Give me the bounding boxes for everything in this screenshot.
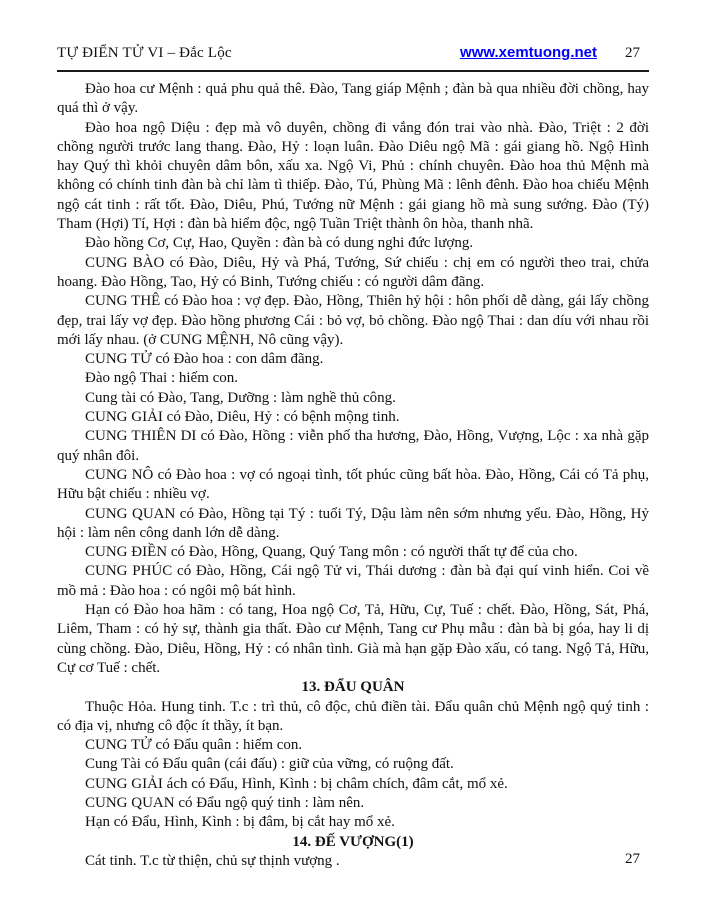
paragraph: Đào ngộ Thai : hiếm con. <box>85 370 239 387</box>
section-heading: 14. ĐẾ VƯỢNG(1) <box>292 833 414 850</box>
paragraph: CUNG QUAN có Đào, Hồng tại Tý : tuổi Tý, Dậu làm nên sớm nhưng yểu. Đào, Hồng, Hỷ hội : làm nên công danh lớn dễ dàng. <box>57 505 649 541</box>
paragraph: CUNG THIÊN DI có Đào, Hồng : viễn phố tha hương, Đào, Hồng, Vượng, Lộc : xa nhà gặp quý nhân đôi. <box>57 428 649 464</box>
paragraph: CUNG GIẢI có Đào, Diêu, Hỷ : có bệnh mộng tinh. <box>85 409 400 426</box>
paragraph: Đào hoa cư Mệnh : quả phu quả thê. Đào, Tang giáp Mệnh ; đàn bà qua nhiều đời chồng, hay quá thì ở vậy. <box>57 81 649 117</box>
paragraph: CUNG GIẢI ách có Đẩu, Hình, Kình : bị châm chích, đâm cắt, mổ xẻ. <box>85 775 508 792</box>
paragraph: CUNG NÔ có Đào hoa : vợ có ngoại tình, tốt phúc cũng bất hòa. Đào, Hồng, Cái có Tả phụ, Hữu bật chiếu : nhiều vợ. <box>57 466 649 503</box>
paragraph: CUNG PHÚC có Đào, Hồng, Cái ngộ Tử vi, Thái dương : đàn bà đại quí vinh hiển. Coi về mồ mả : Đào hoa : có ngôi mộ bát hình. <box>57 563 649 599</box>
paragraph: Hạn có Đào hoa hãm : có tang, Hoa ngộ Cơ, Tả, Hữu, Cự, Tuế : chết. Đào, Hồng, Sát, Phá, Liêm, Tham : có hỷ sự, thành gia thất. Đào cư Mệnh, Tang cư Phụ mẫu : đàn bà bị góa, hay li dị cùng chồng. Đào, Diêu, Hồng, Hỷ : có nhân tình. Già mà hạn gặp Đào xấu, có tang. Ngộ Tả, Hữu, Cự cơ Tuế : chết. <box>57 602 649 676</box>
paragraph: Cung tài có Đào, Tang, Dưỡng : làm nghề thủ công. <box>85 389 396 406</box>
paragraph: CUNG QUAN có Đẩu ngộ quý tinh : làm nên. <box>85 794 365 811</box>
book-title: TỰ ĐIỂN TỬ VI – Đắc Lộc <box>57 45 232 61</box>
paragraph: CUNG BÀO có Đào, Diêu, Hỷ và Phá, Tướng, Sứ chiếu : chị em có người theo trai, chửa hoang. Đào Hồng, Tao, Hỷ có Binh, Tướng chiếu : có người dâm đãng. <box>57 254 649 290</box>
paragraph: Cung Tài có Đẩu quân (cái đấu) : giữ của vững, có ruộng đất. <box>85 756 454 773</box>
paragraph: Hạn có Đẩu, Hình, Kình : bị đâm, bị cắt hay mổ xẻ. <box>85 814 395 831</box>
paragraph: Cát tinh. T.c từ thiện, chủ sự thịnh vượng . <box>85 852 340 869</box>
paragraph: Đào hoa ngộ Diệu : đẹp mà vô duyên, chồng đi vắng đón trai vào nhà. Đào, Triệt : 2 đời chồng người trước lang thang. Đào, Hỷ : loạn luân. Đào Diêu ngộ Mã : gái giang hồ. Ngộ Hình hay Quý thì khỏi chuyên dâm bôn, xấu xa. Ngộ Vi, Phủ : chính chuyên. Đào hoa thủ Mệnh mà không có chính tinh đàn bà chỉ làm tì thiếp. Đào, Tú, Phùng Mã : lênh đênh. Đào hoa chiếu Mệnh ngộ cát tinh : rất tốt. Đào, Diêu, Phú, Tướng nữ Mệnh : gái giang hồ mà sung sướng. Đào (Tý) Tham (Hợi) Tí, Hợi : đàn bà hiểm độc, ngộ Tuần Triệt thành ôn hòa, thanh nhã. <box>57 119 649 233</box>
content-area <box>57 80 649 871</box>
header-divider-rule <box>57 70 649 72</box>
paragraph: CUNG TỬ có Đẩu quân : hiếm con. <box>85 737 303 754</box>
paragraph: CUNG ĐIỀN có Đào, Hồng, Quang, Quý Tang môn : có người thất tự để của cho. <box>85 544 578 561</box>
paragraph: CUNG THÊ có Đào hoa : vợ đẹp. Đào, Hồng, Thiên hỷ hội : hôn phối dễ dàng, gái lấy chồng đẹp, trai lấy vợ đẹp. Đào hồng phương Cái : bỏ vợ, bỏ chồng. Đào ngộ Thai : dan díu với nhau rồi mới lấy nhau. (ở CUNG MỆNH, Nô cũng vậy). <box>57 293 649 348</box>
header-right-group <box>460 44 640 62</box>
header-page-number: 27 <box>625 45 640 61</box>
website-link[interactable]: www.xemtuong.net <box>460 44 597 61</box>
paragraph: Đào hồng Cơ, Cự, Hao, Quyền : đàn bà có dung nghi đức lượng. <box>85 235 474 252</box>
paragraph: Thuộc Hỏa. Hung tinh. T.c : trì thủ, cô độc, chủ điền tài. Đẩu quân chủ Mệnh ngộ quý tinh : có địa vị, nhưng cô độc ít thầy, ít bạn. <box>57 698 649 734</box>
page-header <box>57 44 640 62</box>
section-heading: 13. ĐẨU QUÂN <box>301 679 405 696</box>
paragraph: CUNG TỬ có Đào hoa : con dâm đãng. <box>85 351 324 368</box>
footer-page-number: 27 <box>625 851 640 867</box>
